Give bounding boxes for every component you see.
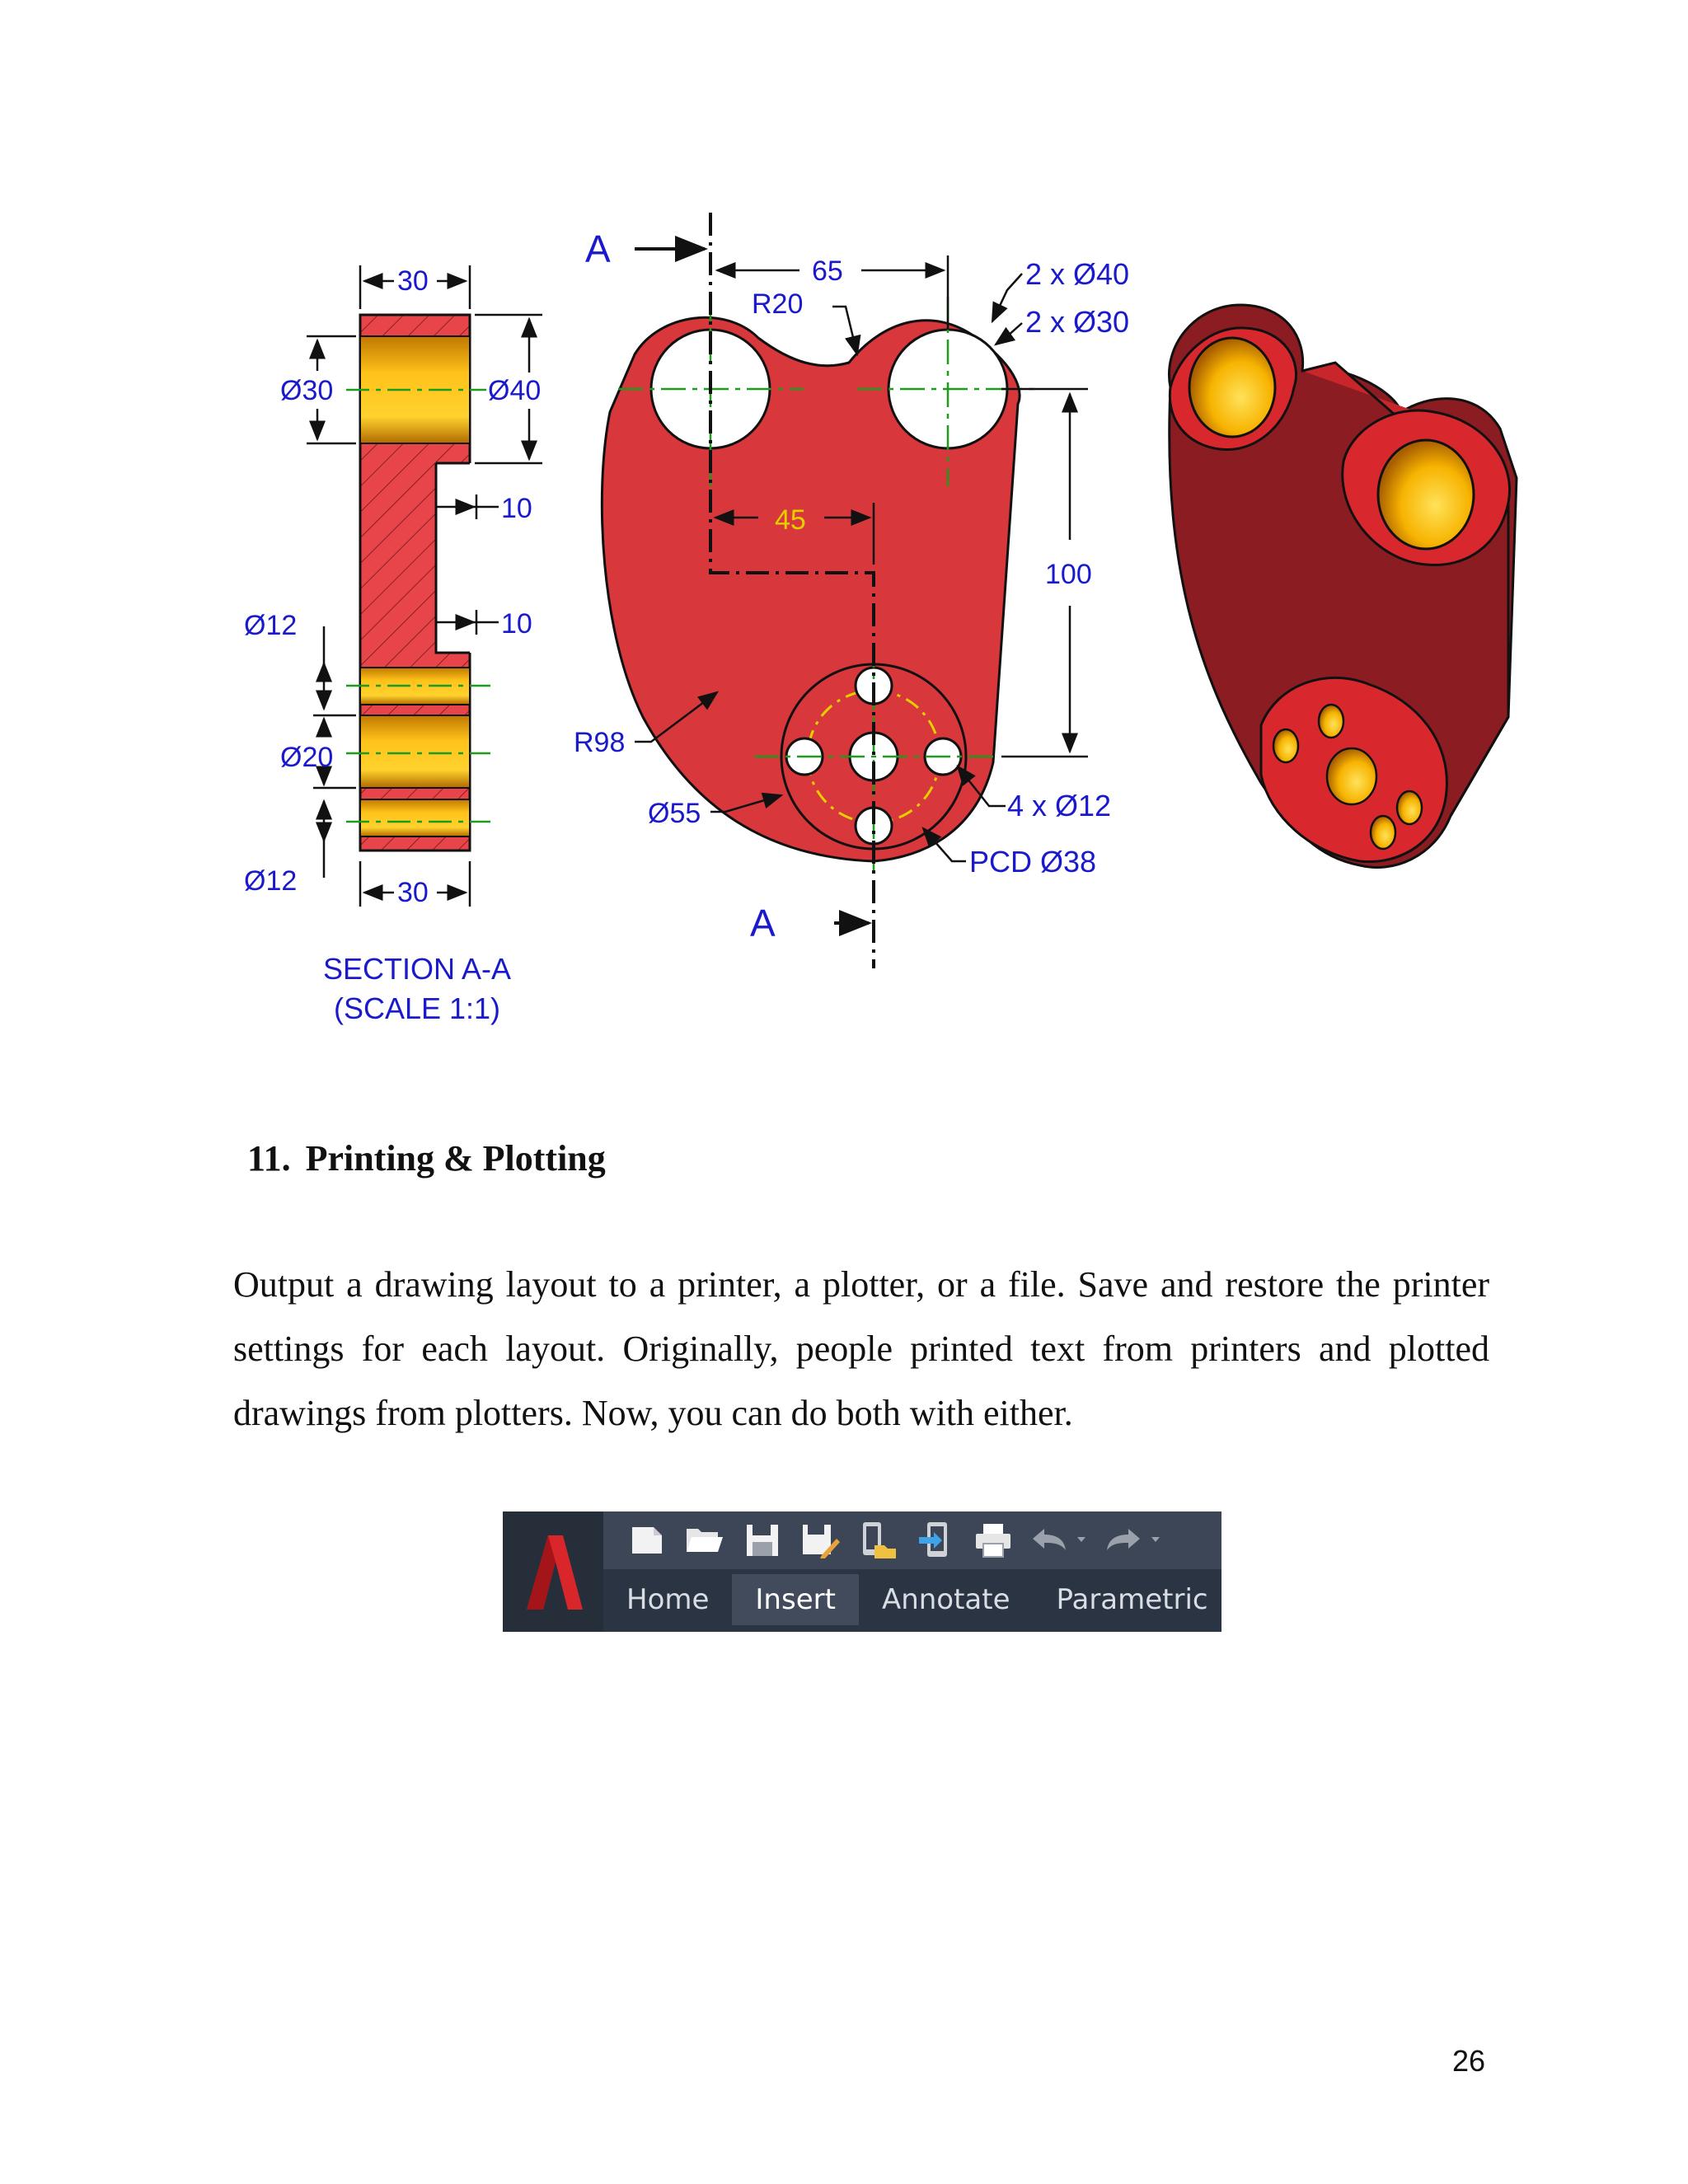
dim-pcd-38: PCD Ø38 <box>969 845 1097 879</box>
tab-annotate[interactable]: Annotate <box>881 1583 1010 1616</box>
autocad-logo[interactable] <box>503 1511 603 1632</box>
save-as-icon[interactable] <box>799 1520 841 1561</box>
save-web-mobile-icon[interactable] <box>915 1520 956 1561</box>
dim-bosses-inner: 2 x Ø30 <box>1025 305 1130 339</box>
section-title: SECTION A-A <box>322 952 512 986</box>
page-number: 26 <box>1452 2044 1486 2078</box>
undo-icon[interactable] <box>1030 1520 1088 1561</box>
body-paragraph: Output a drawing layout to a printer, a plotter, or a file. Save and restore the printer settings for each layout. Originally, people printed text from printers and plotted drawings from plotters. Now, you can do both with either. <box>233 1264 1489 1433</box>
quick-access-toolbar <box>603 1511 1221 1569</box>
technical-drawing <box>0 0 1688 1071</box>
tab-parametric[interactable]: Parametric <box>1056 1583 1208 1616</box>
dim-offset-45: 45 <box>775 504 806 536</box>
section-view <box>244 265 542 1025</box>
dim-fillet-r20: R20 <box>752 288 804 320</box>
dim-arc-r98: R98 <box>574 727 626 758</box>
cut-marker-bottom: A <box>750 902 776 944</box>
section-bottom-width: 30 <box>397 877 429 908</box>
section-top-width: 30 <box>397 265 429 297</box>
front-view <box>574 213 1129 968</box>
heading-title: Printing & Plotting <box>305 1138 606 1179</box>
section-scale: (SCALE 1:1) <box>333 991 501 1025</box>
tab-insert[interactable]: Insert <box>732 1574 859 1625</box>
section-dia-12-bottom: Ø12 <box>244 865 298 897</box>
section-dia-20: Ø20 <box>280 742 334 773</box>
redo-icon[interactable] <box>1104 1520 1162 1561</box>
dim-small-holes: 4 x Ø12 <box>1007 789 1112 823</box>
autocad-logo-icon <box>520 1530 586 1613</box>
plot-icon[interactable] <box>973 1520 1014 1561</box>
ribbon-tabs <box>603 1569 1221 1632</box>
dim-height-100: 100 <box>1045 559 1092 590</box>
autocad-ribbon-screenshot <box>503 1511 1221 1632</box>
section-dia-30: Ø30 <box>280 375 334 406</box>
dim-hub-dia-55: Ø55 <box>648 798 701 829</box>
tab-home[interactable]: Home <box>626 1583 710 1616</box>
isometric-view <box>1169 305 1517 868</box>
section-dia-40: Ø40 <box>488 375 542 406</box>
save-icon[interactable] <box>742 1520 783 1561</box>
dim-bosses-outer: 2 x Ø40 <box>1025 257 1130 291</box>
section-dia-12-top: Ø12 <box>244 610 298 641</box>
open-web-mobile-icon[interactable] <box>857 1520 898 1561</box>
dim-center-distance: 65 <box>812 255 843 287</box>
section-slot-lower: 10 <box>501 608 532 640</box>
new-icon[interactable] <box>626 1520 668 1561</box>
cut-marker-top: A <box>585 227 611 270</box>
section-slot-upper: 10 <box>501 493 532 524</box>
open-icon[interactable] <box>684 1520 725 1561</box>
heading-number: 11. <box>247 1138 291 1179</box>
section-heading <box>247 1137 606 1179</box>
